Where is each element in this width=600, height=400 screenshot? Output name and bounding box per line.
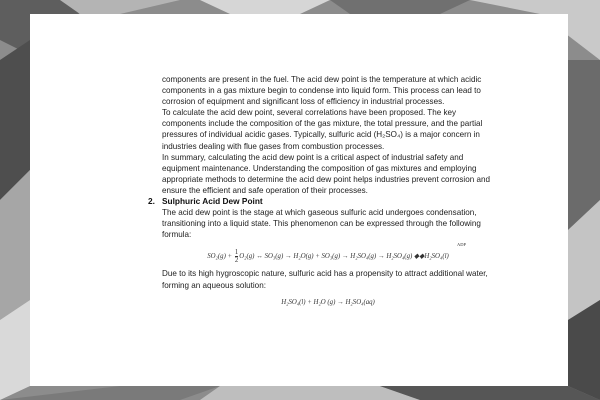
formula-right: O₂(g) ↔ SO₃(g) → H₂O(g) + SO₃(g) → H₂SO₄(g) → H₂SO₄(g) ◆◆H₂SO₄(l): [239, 253, 449, 261]
section-number: 2.: [148, 196, 155, 207]
paragraph-summary: In summary, calculating the acid dew point is a critical aspect of industrial safety and equipment maintenance. Understanding the composition of gas mixtures and employing appropriate methods to determine the acid dew point helps industries prevent corrosion and ensure the efficient and safe operation of their processes.: [162, 152, 490, 195]
fraction-numerator: 1: [234, 249, 239, 257]
formula-adp-label: ADP: [456, 242, 466, 248]
section-body: The acid dew point is the stage at which gaseous sulfuric acid undergoes condensation, transitioning into a liquid state. This phenomenon can be expressed through the following formula:: [162, 208, 481, 240]
aqueous-formula: H₂SO₄(l) + H₂O (g) → H₂SO₄(aq): [281, 298, 375, 306]
paragraph-hygroscopic: Due to its high hygroscopic nature, sulfuric acid has a propensity to attract additional water, forming an aqueous solution:: [162, 269, 488, 290]
formula-fraction: [235, 249, 238, 264]
section-title: Sulphuric Acid Dew Point: [162, 196, 263, 207]
formula-left: SO₂(g) +: [207, 253, 234, 261]
fraction-denominator: 2: [234, 257, 239, 265]
paragraph-calculation: To calculate the acid dew point, several correlations have been proposed. The key components include the composition of the gas mixture, the total pressure, and the partial pressures of individual acidic gases. Typically, sulfuric acid (H₂SO₄) is a major concern in industries dealing with flue gases from combustion processes.: [162, 108, 483, 151]
document-content: [148, 74, 494, 308]
document-page: [30, 14, 568, 386]
section-heading: [148, 196, 494, 207]
paragraph-intro: components are present in the fuel. The acid dew point is the temperature at which acidic components in a gas mixture begin to condense into liquid form. This process can lead to corrosion of equipment and significant loss of efficiency in industrial processes.: [162, 75, 482, 107]
dew-point-formula: [162, 242, 494, 268]
